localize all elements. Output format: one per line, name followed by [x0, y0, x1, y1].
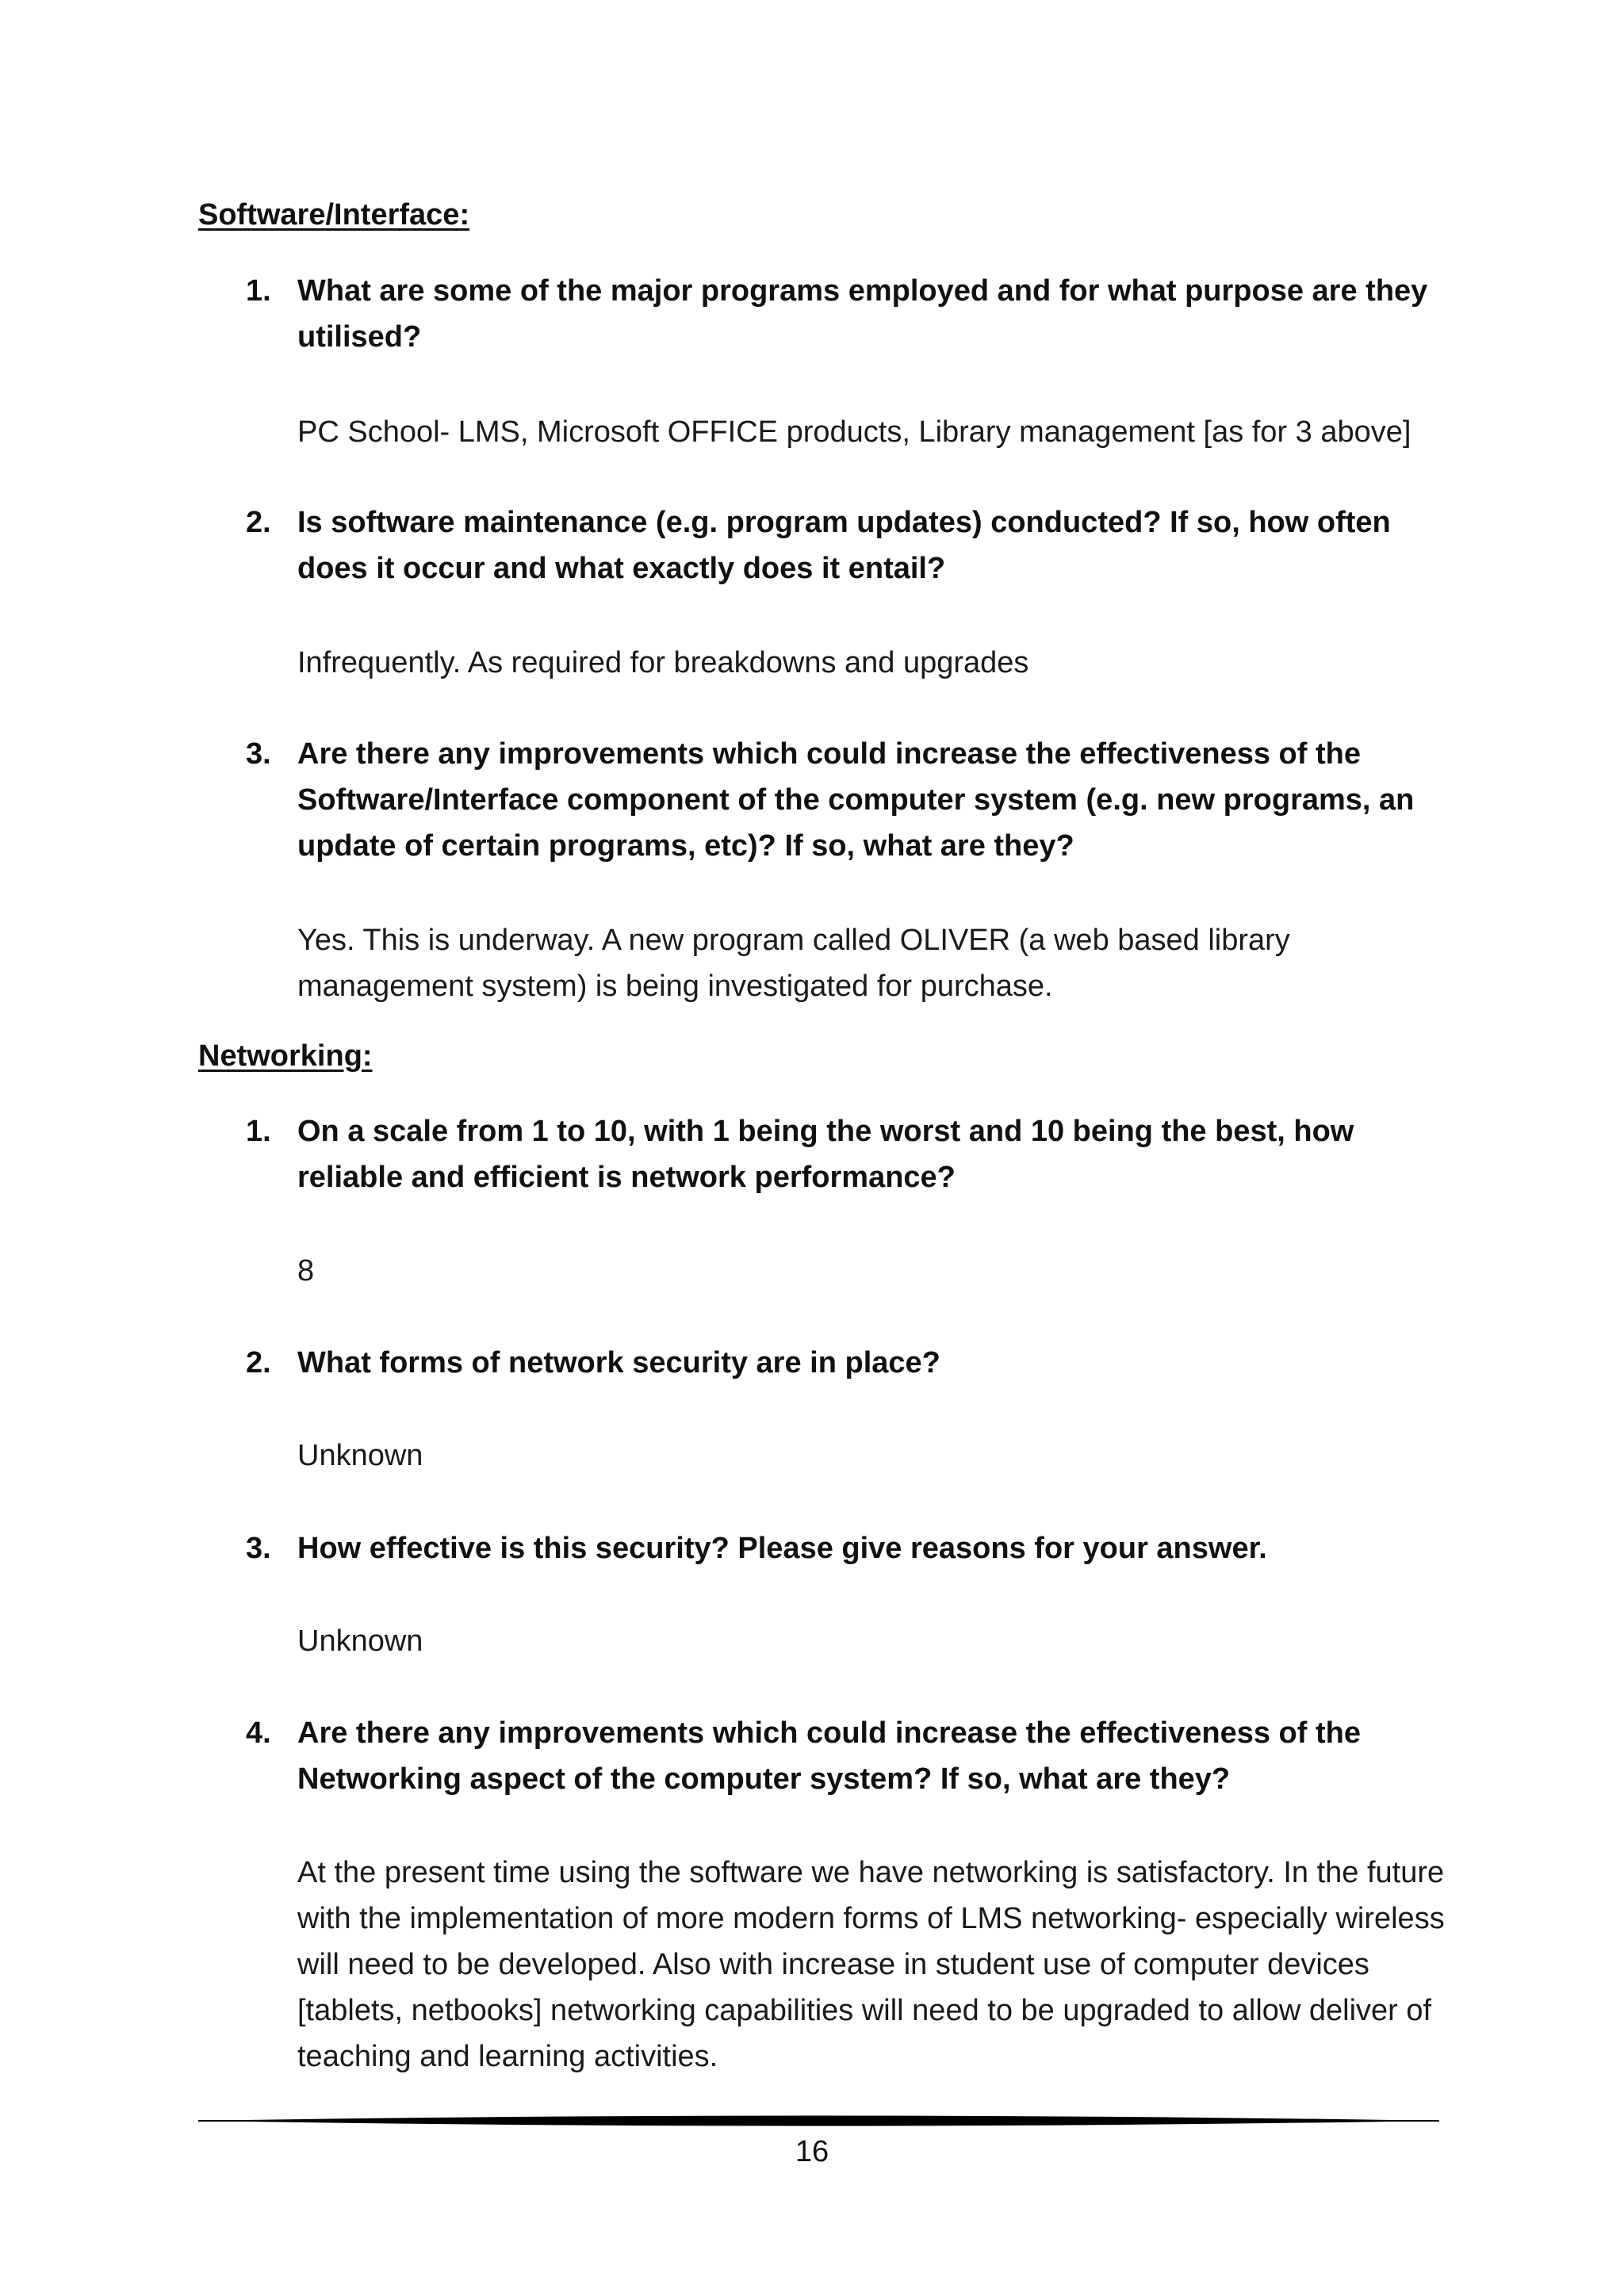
question-item	[246, 1340, 1451, 1386]
question-number: 2.	[246, 1346, 271, 1380]
question-text: What forms of network security are in place?	[297, 1346, 940, 1380]
question-number: 1.	[246, 274, 271, 308]
question-number: 2.	[246, 506, 271, 539]
answer-text: PC School- LMS, Microsoft OFFICE products, Library management [as for 3 above]	[297, 415, 1411, 449]
question-text: Are there any improvements which could increase the effectiveness of the Software/Interface component of the computer system (e.g. new programs, an update of certain programs, etc)? If so, what are they?	[297, 737, 1415, 863]
answer-text: 8	[297, 1254, 315, 1288]
question-text: Are there any improvements which could increase the effectiveness of the Networking aspect of the computer system? If so, what are they?	[297, 1716, 1361, 1796]
question-item	[246, 268, 1451, 360]
footer-divider	[198, 2114, 1439, 2128]
question-item	[246, 1108, 1451, 1200]
question-number: 3.	[246, 1532, 271, 1565]
question-item	[246, 1525, 1451, 1571]
question-number: 3.	[246, 737, 271, 771]
page-number: 16	[795, 2135, 829, 2168]
question-text: On a scale from 1 to 10, with 1 being the worst and 10 being the best, how reliable and efficient is network performance?	[297, 1115, 1354, 1194]
answer-text: Unknown	[297, 1624, 423, 1658]
question-item	[246, 731, 1451, 869]
question-text: How effective is this security? Please give reasons for your answer.	[297, 1532, 1267, 1565]
question-item	[246, 1710, 1451, 1802]
question-number: 4.	[246, 1716, 271, 1750]
section-heading-software: Software/Interface:	[198, 198, 470, 232]
question-text: Is software maintenance (e.g. program updates) conducted? If so, how often does it occur and what exactly does it entail?	[297, 506, 1391, 585]
question-text: What are some of the major programs employed and for what purpose are they utilised?	[297, 274, 1428, 354]
answer-text: At the present time using the software we have networking is satisfactory. In the future with the implementation of more modern forms of LMS networking- especially wireless will need to be developed. Also with increase in student use of computer devices [tablets, netbooks] networking capabilities will need to be upgraded to allow deliver of teaching and learning activities.	[297, 1856, 1445, 2073]
answer-text: Unknown	[297, 1439, 423, 1472]
answer-text: Infrequently. As required for breakdowns and upgrades	[297, 646, 1029, 679]
answer-text: Yes. This is underway. A new program called OLIVER (a web based library management system) is being investigated for purchase.	[297, 924, 1290, 1003]
section-heading-networking: Networking:	[198, 1039, 373, 1073]
question-item	[246, 499, 1451, 591]
question-number: 1.	[246, 1115, 271, 1148]
